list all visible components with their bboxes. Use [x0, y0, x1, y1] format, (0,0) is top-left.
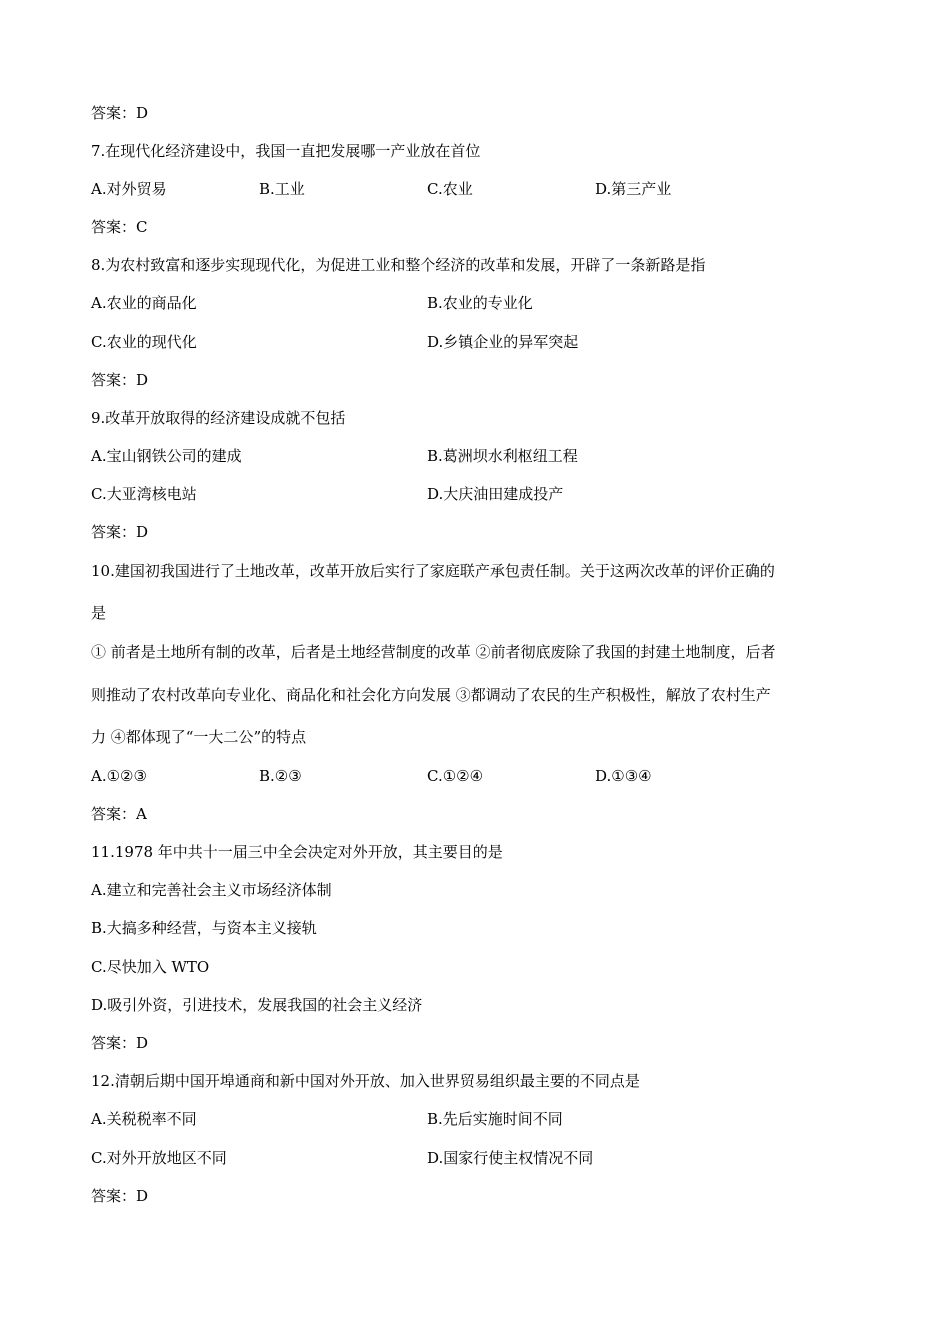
q11-option-b: B.大搞多种经营，与资本主义接轨 — [91, 919, 317, 937]
q7-option-c: C.农业 — [427, 180, 473, 198]
answer-q7: 答案：C — [91, 218, 148, 236]
question-10-stem-line2: 是 — [91, 604, 107, 622]
q7-option-a: A.对外贸易 — [91, 180, 167, 198]
q8-option-b: B.农业的专业化 — [427, 294, 533, 312]
question-8-stem: 8.为农村致富和逐步实现现代化，为促进工业和整个经济的改革和发展，开辟了一条新路是指 — [91, 256, 706, 274]
question-11-stem: 11.1978 年中共十一届三中全会决定对外开放，其主要目的是 — [91, 843, 503, 861]
question-10-statement-line1: ① 前者是土地所有制的改革，后者是土地经营制度的改革 ②前者彻底废除了我国的封建土地制度，后者 — [91, 643, 776, 661]
answer-q9: 答案：D — [91, 523, 149, 541]
q8-option-d: D.乡镇企业的异军突起 — [427, 333, 579, 351]
answer-q11: 答案：D — [91, 1034, 149, 1052]
q12-option-c: C.对外开放地区不同 — [91, 1149, 227, 1167]
q12-option-a: A.关税税率不同 — [91, 1110, 197, 1128]
q7-option-b: B.工业 — [259, 180, 305, 198]
q11-option-c: C.尽快加入 WTO — [91, 958, 210, 976]
q11-option-d: D.吸引外资，引进技术，发展我国的社会主义经济 — [91, 996, 423, 1014]
answer-q6: 答案：D — [91, 104, 149, 122]
answer-q12: 答案：D — [91, 1187, 149, 1205]
question-10-stem-line1: 10.建国初我国进行了土地改革，改革开放后实行了家庭联产承包责任制。关于这两次改革的评价正确的 — [91, 562, 775, 580]
q10-option-d: D.①③④ — [595, 767, 652, 785]
question-7-stem: 7.在现代化经济建设中，我国一直把发展哪一产业放在首位 — [91, 142, 481, 160]
q8-option-c: C.农业的现代化 — [91, 333, 197, 351]
q9-option-c: C.大亚湾核电站 — [91, 485, 197, 503]
q8-option-a: A.农业的商品化 — [91, 294, 197, 312]
question-9-stem: 9.改革开放取得的经济建设成就不包括 — [91, 409, 346, 427]
question-10-statement-line2: 则推动了农村改革向专业化、商品化和社会化方向发展 ③都调动了农民的生产积极性，解放了农村生产 — [91, 686, 771, 704]
q12-option-d: D.国家行使主权情况不同 — [427, 1149, 594, 1167]
question-12-stem: 12.清朝后期中国开埠通商和新中国对外开放、加入世界贸易组织最主要的不同点是 — [91, 1072, 640, 1090]
answer-q8: 答案：D — [91, 371, 149, 389]
question-10-statement-line3: 力 ④都体现了“一大二公”的特点 — [91, 728, 307, 746]
q10-option-c: C.①②④ — [427, 767, 484, 785]
q11-option-a: A.建立和完善社会主义市场经济体制 — [91, 881, 332, 899]
q7-option-d: D.第三产业 — [595, 180, 672, 198]
q12-option-b: B.先后实施时间不同 — [427, 1110, 563, 1128]
q9-option-d: D.大庆油田建成投产 — [427, 485, 564, 503]
answer-q10: 答案：A — [91, 805, 147, 823]
q10-option-a: A.①②③ — [91, 767, 147, 785]
q10-option-b: B.②③ — [259, 767, 302, 785]
q9-option-a: A.宝山钢铁公司的建成 — [91, 447, 242, 465]
q9-option-b: B.葛洲坝水利枢纽工程 — [427, 447, 578, 465]
